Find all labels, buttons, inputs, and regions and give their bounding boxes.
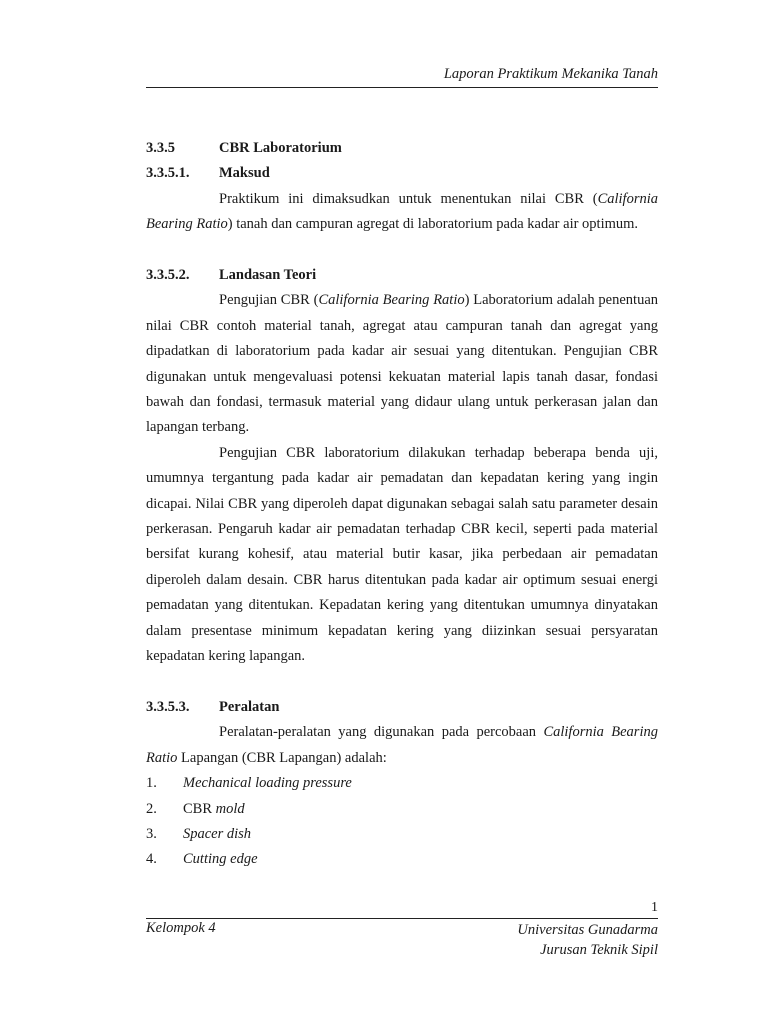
page-number: 1 bbox=[651, 900, 658, 915]
peralatan-text-b: Lapangan (CBR Lapangan) adalah: bbox=[177, 749, 387, 766]
list-item-number: 1. bbox=[146, 775, 157, 792]
maksud-text-b: ) tanah dan campuran agregat di laboratorium pada kadar air optimum. bbox=[227, 216, 639, 233]
footer-department: Jurusan Teknik Sipil bbox=[540, 942, 658, 958]
maksud-text-italic: California Bearing Ratio bbox=[146, 190, 658, 233]
maksud-heading bbox=[146, 161, 658, 186]
landasan-heading bbox=[146, 263, 658, 288]
maksud-number: 3.3.5.1. bbox=[146, 165, 190, 182]
footer-rule bbox=[146, 918, 658, 919]
list-item-text: Mechanical loading pressure bbox=[183, 775, 352, 792]
peralatan-text-italic: California Bearing Ratio bbox=[146, 724, 658, 766]
header-rule bbox=[146, 87, 658, 88]
peralatan-title: Peralatan bbox=[219, 698, 280, 715]
peralatan-paragraph bbox=[146, 720, 658, 771]
list-item bbox=[146, 822, 658, 847]
list-item bbox=[146, 847, 658, 872]
list-item-text: Spacer dish bbox=[183, 825, 252, 842]
header-title: Laporan Praktikum Mekanika Tanah bbox=[443, 66, 658, 82]
landasan-text-b: ) Laboratorium adalah penentuan nilai CBR contoh material tanah, agregat atau campuran tanah dan agregat yang dipadatkan di laboratorium pada kadar air sesuai yang ditentukan. Pengujian CBR digunakan untuk mengevaluasi potensi kekuatan material lapis tanah dasar, fondasi bawah dan fondasi, termasuk material yang didaur ulang untuk perkerasan jalan dan lapangan terbang. bbox=[146, 292, 659, 436]
section-title: CBR Laboratorium bbox=[219, 140, 342, 156]
landasan-paragraph-2: Pengujian CBR laboratorium dilakukan terhadap beberapa benda uji, umumnya tergantung pada kadar air pemadatan dan kepadatan kering yang ingin dicapai. Nilai CBR yang diperoleh dapat digunakan sebagai salah satu parameter desain perkerasan. Pengaruh kadar air pemadatan terhadap CBR kecil, seperti pada material bersifat kurang kohesif, atau material butir kasar, jika perbedaan air pemadatan diperoleh dalam desain. CBR harus ditentukan pada kadar air optimum sesuai energi pemadatan yang ditentukan. Kepadatan kering yang ditentukan umumnya dinyatakan dalam presentase minimum kepadatan kering yang diizinkan sesuai persyaratan kepadatan kering lapangan. bbox=[146, 444, 658, 665]
peralatan-number: 3.3.5.3. bbox=[146, 698, 190, 715]
list-item bbox=[146, 771, 658, 796]
landasan-paragraph-1 bbox=[146, 288, 658, 440]
maksud-text-a: Praktikum ini dimaksudkan untuk menentukan nilai CBR ( bbox=[219, 190, 598, 207]
list-item-text: Cutting edge bbox=[183, 851, 258, 868]
section-heading bbox=[146, 136, 658, 161]
content bbox=[146, 136, 658, 873]
footer-university: Universitas Gunadarma bbox=[517, 922, 658, 938]
list-item-text: CBR mold bbox=[183, 800, 245, 817]
footer-institution bbox=[517, 920, 658, 960]
list-item-number: 3. bbox=[146, 825, 157, 842]
landasan-text-a: Pengujian CBR ( bbox=[219, 292, 319, 309]
maksud-title: Maksud bbox=[219, 165, 270, 182]
list-item-number: 4. bbox=[146, 851, 157, 868]
peralatan-text-a: Peralatan-peralatan yang digunakan pada percobaan bbox=[219, 724, 544, 741]
footer-group: Kelompok 4 bbox=[146, 920, 216, 936]
list-item bbox=[146, 797, 658, 822]
section-number: 3.3.5 bbox=[146, 140, 175, 156]
landasan-text-italic: California Bearing Ratio bbox=[318, 292, 465, 309]
maksud-paragraph bbox=[146, 187, 658, 238]
peralatan-heading bbox=[146, 695, 658, 720]
list-item-number: 2. bbox=[146, 800, 157, 817]
landasan-number: 3.3.5.2. bbox=[146, 267, 190, 284]
landasan-title: Landasan Teori bbox=[219, 267, 317, 284]
